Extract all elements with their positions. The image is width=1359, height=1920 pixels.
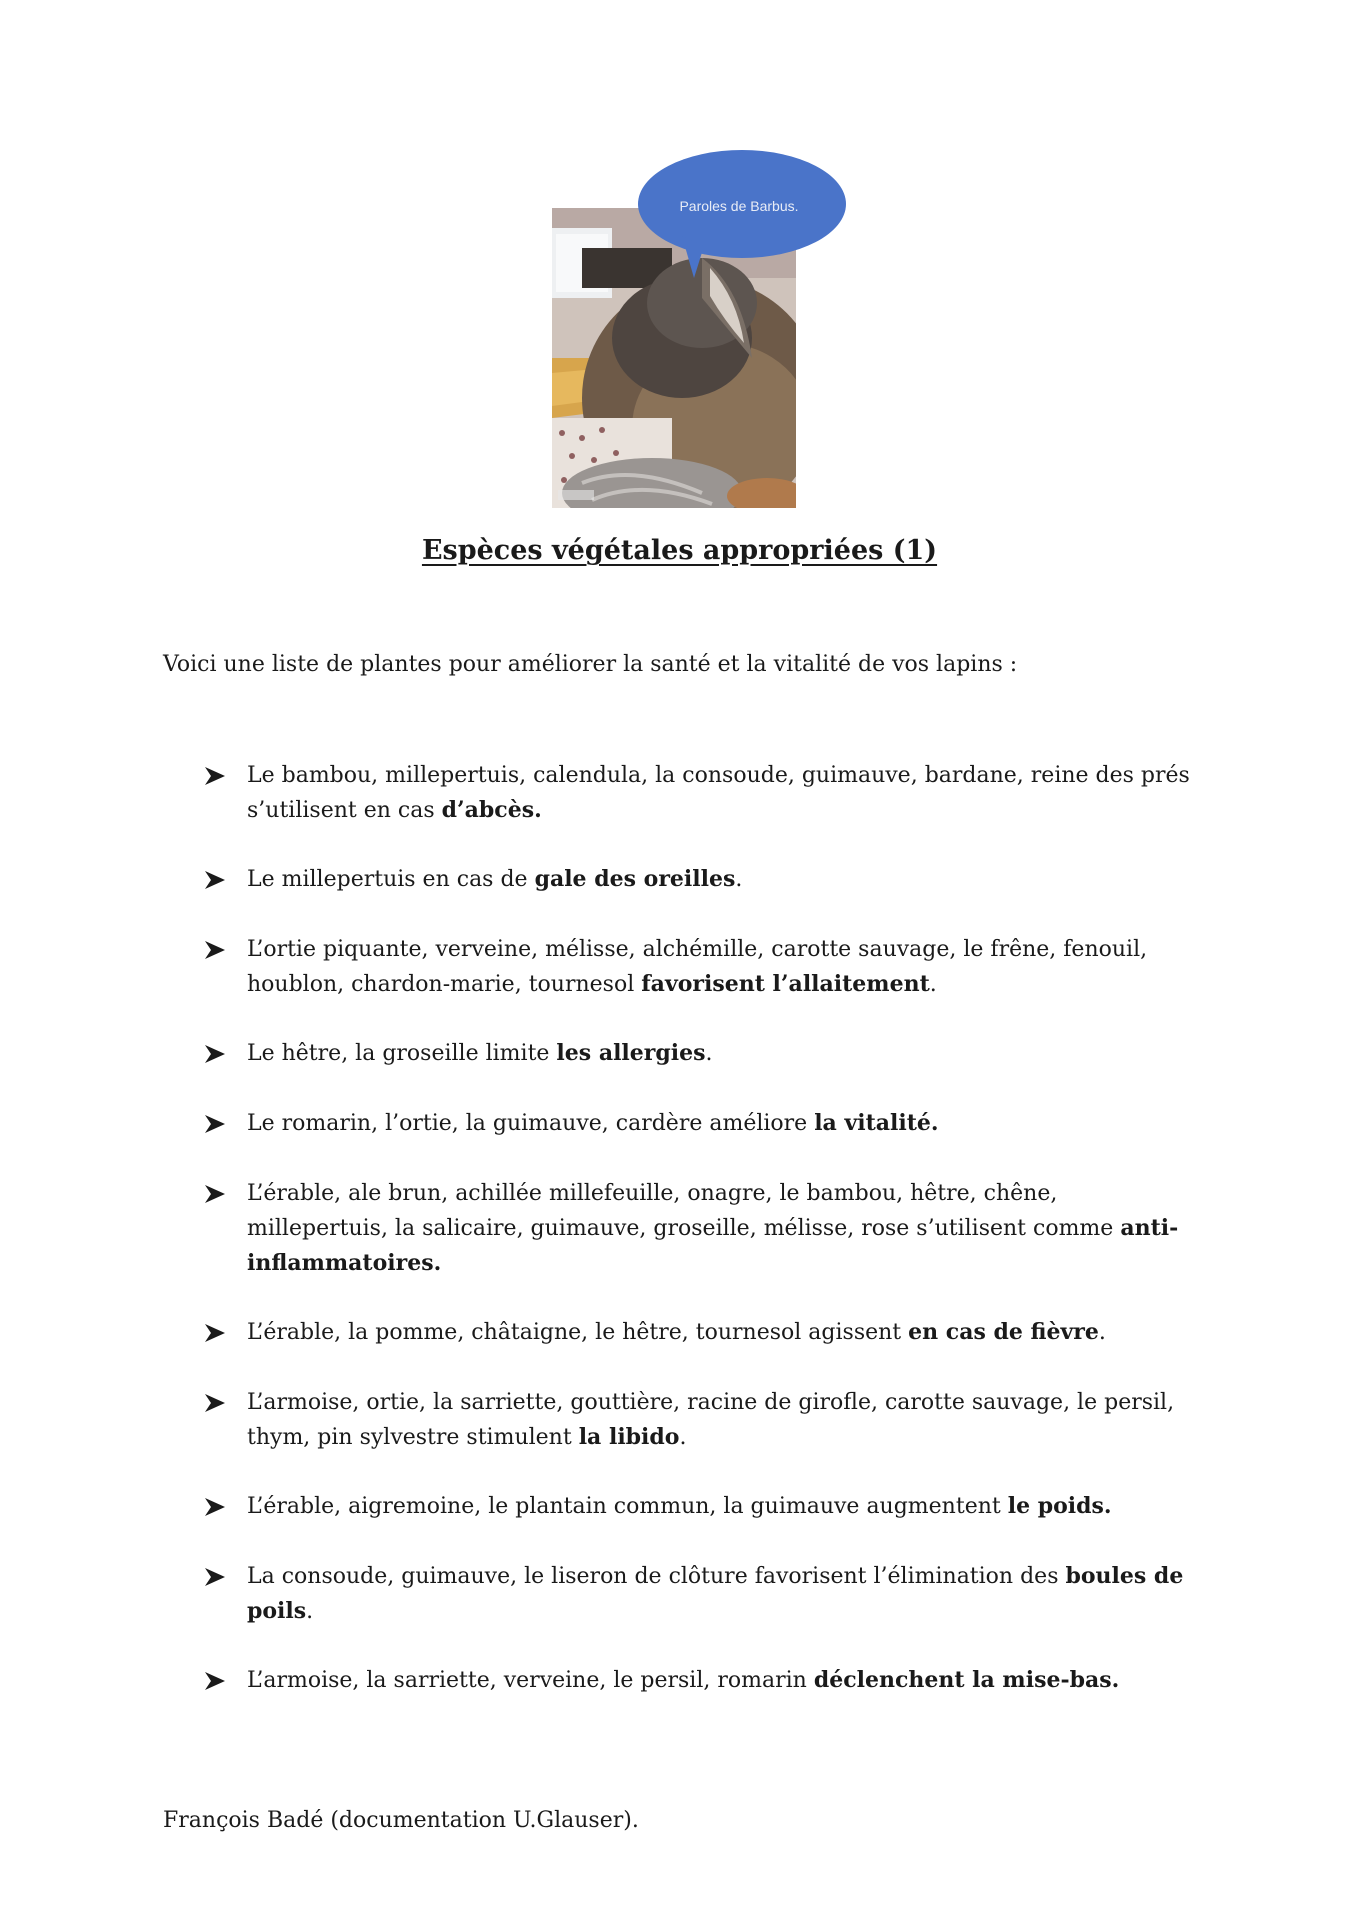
arrowhead-bullet-icon — [205, 932, 229, 967]
speech-bubble-text: Paroles de Barbus. — [679, 198, 799, 214]
item-after: . — [306, 1599, 314, 1624]
item-bold: en cas de fièvre — [908, 1319, 1099, 1345]
page-title: Espèces végétales appropriées (1) — [421, 535, 938, 566]
list-item — [205, 1663, 1119, 1698]
item-bold: déclenchent la mise-bas. — [813, 1667, 1120, 1693]
item-text: L’armoise, ortie, la sarriette, gouttière, racine de girofle, carotte sauvage, le persil, thym, pin sylvestre stimulent — [247, 1390, 1175, 1450]
item-text: L’armoise, la sarriette, verveine, le persil, romarin — [247, 1668, 814, 1693]
speech-bubble-shape — [632, 146, 846, 282]
item-text: Le millepertuis en cas de — [247, 867, 535, 892]
list-item — [205, 758, 1205, 828]
list-item — [205, 1385, 1205, 1455]
item-text: L’érable, aigremoine, le plantain commun, la guimauve augmentent — [247, 1494, 1008, 1519]
list-item — [205, 1315, 1106, 1350]
list-item — [205, 1106, 939, 1141]
speech-bubble — [632, 146, 846, 282]
list-item — [205, 932, 1205, 1002]
arrowhead-bullet-icon — [205, 1663, 229, 1698]
item-text: L’érable, ale brun, achillée millefeuille, onagre, le bambou, hêtre, chêne, millepertuis, la salicaire, guimauve, groseille, mélisse, rose s’utilisent comme — [247, 1181, 1121, 1241]
arrowhead-bullet-icon — [205, 758, 229, 793]
list-item — [205, 862, 742, 897]
item-bold: la libido — [578, 1424, 680, 1450]
item-text: Le romarin, l’ortie, la guimauve, cardère améliore — [247, 1111, 815, 1136]
item-text: La consoude, guimauve, le liseron de clôture favorisent l’élimination des — [247, 1564, 1066, 1589]
item-bold: gale des oreilles — [534, 866, 736, 892]
item-bold: d’abcès. — [441, 797, 542, 823]
intro-text: Voici une liste de plantes pour améliorer la santé et la vitalité de vos lapins : — [163, 652, 1018, 677]
item-after: . — [929, 972, 937, 997]
item-text: L’érable, la pomme, châtaigne, le hêtre, tournesol agissent — [247, 1320, 909, 1345]
arrowhead-bullet-icon — [205, 1489, 229, 1524]
item-text: Le bambou, millepertuis, calendula, la consoude, guimauve, bardane, reine des prés s’utilisent en cas — [247, 763, 1190, 823]
arrowhead-bullet-icon — [205, 1106, 229, 1141]
arrowhead-bullet-icon — [205, 1559, 229, 1594]
item-after: . — [705, 1041, 713, 1066]
item-bold: boules de poils — [247, 1563, 1184, 1624]
arrowhead-bullet-icon — [205, 862, 229, 897]
item-bold: les allergies — [556, 1040, 706, 1066]
arrowhead-bullet-icon — [205, 1315, 229, 1350]
item-bold: le poids. — [1007, 1493, 1112, 1519]
item-after: . — [679, 1425, 687, 1450]
header-illustration — [552, 140, 852, 510]
list-item — [205, 1036, 713, 1071]
list-item — [205, 1559, 1205, 1629]
item-text: L’ortie piquante, verveine, mélisse, alchémille, carotte sauvage, le frêne, fenouil, houblon, chardon-marie, tournesol — [247, 937, 1148, 997]
list-item — [205, 1489, 1112, 1524]
item-text: Le hêtre, la groseille limite — [247, 1041, 557, 1066]
footer-credit: François Badé (documentation U.Glauser). — [163, 1808, 639, 1833]
list-item — [205, 1176, 1205, 1281]
arrowhead-bullet-icon — [205, 1385, 229, 1420]
item-bold: favorisent l’allaitement — [641, 971, 930, 997]
arrowhead-bullet-icon — [205, 1036, 229, 1071]
item-bold: anti-inflammatoires. — [247, 1215, 1179, 1276]
arrowhead-bullet-icon — [205, 1176, 229, 1211]
item-after: . — [735, 867, 743, 892]
item-after: . — [1098, 1320, 1106, 1345]
item-bold: la vitalité. — [814, 1110, 939, 1136]
